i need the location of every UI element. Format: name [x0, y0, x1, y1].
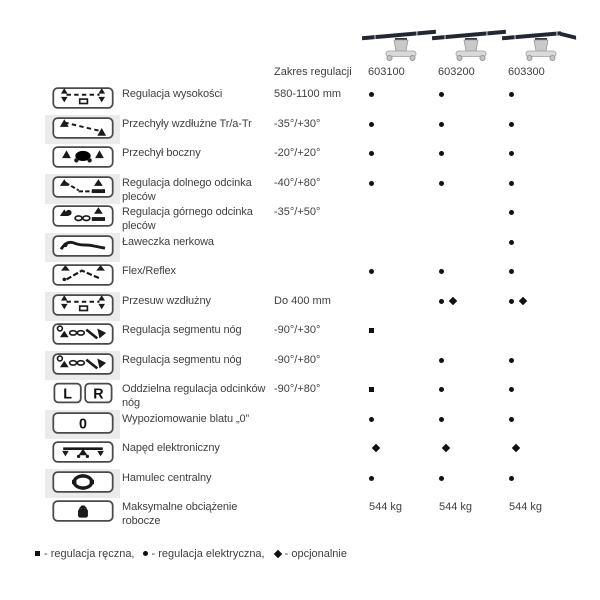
- model-header-603300: 603300: [508, 66, 545, 78]
- feature-label: Przechyły wzdłużne Tr/a-Tr: [122, 117, 252, 130]
- max-load-value: 544 kg: [509, 501, 543, 513]
- feature-icon-cell: [45, 233, 120, 263]
- feature-row: [45, 115, 600, 145]
- spacer: [270, 24, 365, 66]
- left-right-sections-icon: [52, 382, 114, 404]
- feature-range-value: Do 400 mm: [274, 294, 331, 307]
- dot-marker: [369, 151, 374, 156]
- feature-marker-603200: [435, 498, 505, 528]
- feature-range-value: -35°/+30°: [274, 117, 321, 130]
- dot-marker: [439, 387, 444, 392]
- feature-icon-cell: [45, 174, 120, 204]
- feature-marker-603200: [435, 144, 505, 174]
- diamond-marker: [442, 444, 450, 452]
- lower-back-section-icon: [52, 176, 114, 198]
- feature-marker-603100: [365, 380, 435, 410]
- feature-marker-603200: [435, 203, 505, 233]
- feature-marker-603300: [505, 469, 575, 499]
- diamond-marker: [273, 549, 281, 557]
- feature-marker-603100: [365, 144, 435, 174]
- lateral-tilt-icon: [52, 146, 114, 168]
- feature-label: Napęd elektroniczny: [122, 442, 220, 454]
- feature-marker-603100: [365, 174, 435, 204]
- feature-label: Przechył boczny: [122, 147, 201, 159]
- feature-marker-603100: [365, 85, 435, 115]
- feature-marker-603100: [365, 203, 435, 233]
- feature-range-value: -90°/+30°: [274, 324, 321, 336]
- feature-marker-603200: [435, 351, 505, 381]
- svg-text:R: R: [92, 386, 104, 403]
- leg-section-icon: [52, 353, 114, 375]
- spacer: [45, 66, 120, 85]
- feature-label: Wypoziomowanie blatu „0”: [122, 412, 250, 425]
- diamond-marker: [372, 444, 380, 452]
- feature-marker-603100: [365, 498, 435, 528]
- svg-text:0: 0: [78, 416, 87, 432]
- max-load-value: 544 kg: [439, 501, 473, 513]
- dot-marker: [509, 151, 514, 156]
- dot-marker: [509, 476, 514, 481]
- dot-marker: [509, 299, 514, 304]
- feature-marker-603200: [435, 85, 505, 115]
- feature-range-value: [270, 439, 365, 469]
- feature-label: Regulacja segmentu nóg: [122, 324, 242, 336]
- dot-marker: [509, 210, 514, 215]
- legend-text: - regulacja ręczna,: [44, 547, 135, 560]
- operating-table-image: [499, 24, 579, 62]
- feature-marker-603300: [505, 410, 575, 440]
- feature-icon-cell: [45, 351, 120, 381]
- feature-marker-603200: [435, 469, 505, 499]
- feature-icon-cell: [45, 380, 120, 410]
- dot-marker: [509, 417, 514, 422]
- legend: [35, 548, 600, 560]
- feature-range-value: 580-1100 mm: [274, 88, 342, 100]
- feature-range-value: [270, 498, 365, 528]
- feature-row: [45, 351, 600, 381]
- feature-range-value: [270, 233, 365, 263]
- feature-row: [45, 203, 600, 233]
- feature-marker-603300: [505, 85, 575, 115]
- feature-row: [45, 469, 600, 499]
- model-header-603100: 603100: [368, 66, 405, 78]
- feature-label: Przesuw wzdłużny: [122, 294, 211, 307]
- feature-icon-cell: [45, 144, 120, 174]
- dot-marker: [369, 122, 374, 127]
- square-marker: [35, 551, 40, 556]
- feature-marker-603100: [365, 115, 435, 145]
- feature-marker-603300: [505, 115, 575, 145]
- feature-icon-cell: [45, 203, 120, 233]
- feature-label: Flex/Reflex: [122, 265, 176, 277]
- dot-marker: [369, 269, 374, 274]
- feature-marker-603100: [365, 351, 435, 381]
- dot-marker: [509, 240, 514, 245]
- max-load-value: 544 kg: [369, 501, 403, 513]
- dot-marker: [509, 269, 514, 274]
- dot-marker: [439, 417, 444, 422]
- feature-row: [45, 233, 600, 263]
- diamond-marker: [519, 296, 527, 304]
- feature-row: [45, 85, 600, 115]
- leg-section-icon: [52, 323, 114, 345]
- feature-marker-603100: [365, 321, 435, 351]
- feature-range-value: -20°/+20°: [274, 147, 321, 159]
- feature-marker-603300: [505, 144, 575, 174]
- square-marker: [369, 387, 374, 392]
- dot-marker: [143, 551, 148, 556]
- feature-icon-cell: [45, 115, 120, 145]
- central-brake-icon: [52, 471, 114, 493]
- feature-marker-603300: [505, 498, 575, 528]
- feature-row: [45, 262, 600, 292]
- feature-marker-603300: [505, 233, 575, 263]
- feature-row: [45, 144, 600, 174]
- feature-marker-603200: [435, 292, 505, 322]
- spacer: [120, 24, 270, 66]
- feature-marker-603300: [505, 292, 575, 322]
- spacer: [120, 66, 270, 85]
- feature-label: Ławeczka nerkowa: [122, 235, 214, 248]
- upper-back-section-icon: [52, 205, 114, 227]
- feature-icon-cell: [45, 439, 120, 469]
- feature-label: Regulacja wysokości: [122, 88, 223, 100]
- feature-icon-cell: [45, 410, 120, 440]
- feature-marker-603100: [365, 262, 435, 292]
- product-image-603300: [505, 24, 575, 66]
- feature-marker-603200: [435, 174, 505, 204]
- range-column-header: Zakres regulacji: [274, 66, 352, 78]
- feature-row: [45, 321, 600, 351]
- height-adjustment-icon: [52, 87, 114, 109]
- feature-marker-603200: [435, 439, 505, 469]
- feature-marker-603200: [435, 380, 505, 410]
- feature-range-value: [270, 262, 365, 292]
- square-marker: [369, 328, 374, 333]
- dot-marker: [509, 387, 514, 392]
- feature-marker-603300: [505, 174, 575, 204]
- feature-marker-603300: [505, 321, 575, 351]
- dot-marker: [369, 92, 374, 97]
- product-image-603200: [435, 24, 505, 66]
- svg-text:L: L: [62, 386, 72, 403]
- dot-marker: [439, 299, 444, 304]
- max-load-icon: [52, 500, 114, 522]
- feature-row: [45, 174, 600, 204]
- dot-marker: [439, 269, 444, 274]
- feature-range-value: -35°/+50°: [274, 206, 321, 218]
- dot-marker: [509, 122, 514, 127]
- product-image-603100: [365, 24, 435, 66]
- dot-marker: [509, 92, 514, 97]
- feature-marker-603200: [435, 321, 505, 351]
- feature-range-value: -90°/+80°: [274, 383, 321, 395]
- feature-marker-603100: [365, 469, 435, 499]
- feature-row: [45, 292, 600, 322]
- feature-marker-603300: [505, 439, 575, 469]
- flex-reflex-icon: [52, 264, 114, 286]
- longitudinal-tilt-icon: [52, 117, 114, 139]
- feature-marker-603200: [435, 262, 505, 292]
- electronic-drive-icon: [52, 441, 114, 463]
- dot-marker: [509, 181, 514, 186]
- feature-label: Regulacja segmentu nóg: [122, 353, 242, 366]
- feature-label: Oddzielna regulacja odcinków nóg: [122, 383, 266, 409]
- dot-marker: [439, 122, 444, 127]
- feature-range-value: -40°/+80°: [274, 176, 321, 189]
- product-images-row: [45, 24, 600, 66]
- dot-marker: [369, 476, 374, 481]
- dot-marker: [439, 476, 444, 481]
- feature-range-value: [270, 410, 365, 440]
- legend-text: - regulacja elektryczna,: [151, 547, 265, 560]
- feature-marker-603300: [505, 203, 575, 233]
- feature-marker-603100: [365, 233, 435, 263]
- feature-marker-603100: [365, 410, 435, 440]
- feature-icon-cell: [45, 262, 120, 292]
- dot-marker: [439, 181, 444, 186]
- feature-icon-cell: [45, 498, 120, 528]
- feature-marker-603100: [365, 292, 435, 322]
- legend-text: - opcjonalnie: [284, 547, 347, 560]
- feature-row: [45, 380, 600, 410]
- feature-icon-cell: [45, 469, 120, 499]
- feature-marker-603100: [365, 439, 435, 469]
- dot-marker: [369, 181, 374, 186]
- feature-range-value: -90°/+80°: [274, 353, 321, 366]
- zero-leveling-icon: [52, 412, 114, 434]
- feature-icon-cell: [45, 292, 120, 322]
- feature-label: Hamulec centralny: [122, 471, 212, 484]
- feature-icon-cell: [45, 85, 120, 115]
- feature-label: Maksymalne obciążenie robocze: [122, 501, 238, 527]
- feature-label: Regulacja dolnego odcinka pleców: [122, 176, 252, 203]
- dot-marker: [439, 358, 444, 363]
- feature-icon-cell: [45, 321, 120, 351]
- feature-marker-603200: [435, 410, 505, 440]
- dot-marker: [439, 151, 444, 156]
- feature-row: [45, 410, 600, 440]
- longitudinal-shift-icon: [52, 294, 114, 316]
- feature-marker-603200: [435, 115, 505, 145]
- dot-marker: [509, 358, 514, 363]
- diamond-marker: [512, 444, 520, 452]
- feature-marker-603300: [505, 262, 575, 292]
- kidney-bridge-icon: [52, 235, 114, 257]
- feature-label: Regulacja górnego odcinka pleców: [122, 206, 253, 232]
- dot-marker: [369, 417, 374, 422]
- feature-row: [45, 439, 600, 469]
- spacer: [45, 24, 120, 66]
- feature-marker-603200: [435, 233, 505, 263]
- feature-rows: [45, 85, 600, 528]
- dot-marker: [439, 92, 444, 97]
- model-header-603200: 603200: [438, 66, 475, 78]
- feature-range-value: [270, 469, 365, 499]
- feature-marker-603300: [505, 351, 575, 381]
- operating-table-image: [359, 24, 439, 62]
- diamond-marker: [449, 296, 457, 304]
- feature-row: [45, 498, 600, 528]
- feature-marker-603300: [505, 380, 575, 410]
- table-header-row: [45, 66, 600, 85]
- operating-table-image: [429, 24, 509, 62]
